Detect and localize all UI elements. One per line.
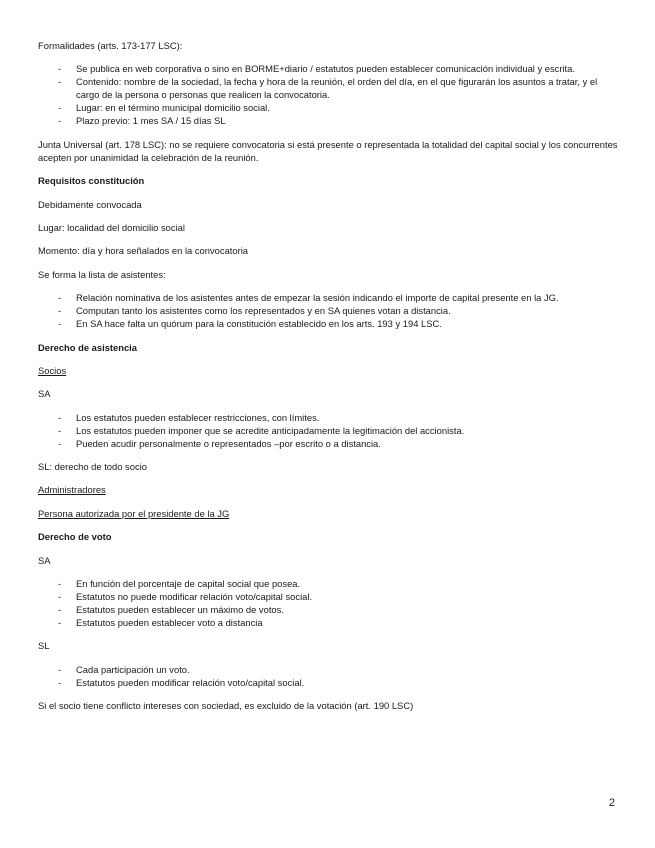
dash-bullet: - (58, 305, 62, 317)
momento-paragraph: Momento: día y hora señalados en la convocatoria (38, 245, 249, 257)
conflicto-paragraph: Si el socio tiene conflicto intereses con sociedad, es excluido de la votación (art. 190 LSC) (38, 700, 414, 712)
list-item-text: Los estatutos pueden establecer restricciones, con límites. (76, 411, 320, 423)
list-item-text: Plazo previo: 1 mes SA / 15 días SL (76, 115, 226, 127)
list-item-text: En SA hace falta un quórum para la constitución establecido en los arts. 193 y 194 LSC. (76, 318, 442, 330)
sa-label-asistencia: SA (38, 388, 51, 400)
list-item (38, 114, 620, 127)
list-item-text: Estatutos no puede modificar relación voto/capital social. (76, 591, 313, 603)
lugar-paragraph: Lugar: localidad del domicilio social (38, 221, 185, 233)
dash-bullet: - (58, 76, 62, 88)
asistencia-sa-list (38, 411, 620, 450)
list-item-text: Computan tanto los asistentes como los representados y en SA quienes votan a distancia. (76, 305, 451, 317)
list-item (38, 577, 620, 590)
list-item (38, 304, 620, 317)
sl-label-voto: SL (38, 640, 50, 652)
page-content (38, 39, 620, 723)
list-item-text: Estatutos pueden modificar relación voto/capital social. (76, 676, 305, 688)
page-number: 2 (608, 797, 615, 809)
dash-bullet: - (58, 437, 62, 449)
dash-bullet: - (58, 676, 62, 688)
list-item (38, 616, 620, 629)
sa-label-voto: SA (38, 554, 51, 566)
dash-bullet: - (58, 102, 62, 114)
voto-sa-list (38, 577, 620, 629)
dash-bullet: - (58, 318, 62, 330)
asistencia-heading: Derecho de asistencia (38, 341, 138, 353)
list-item (38, 663, 620, 676)
list-item (38, 62, 620, 75)
list-item-text: Lugar: en el término municipal domicilio social. (76, 102, 270, 114)
voto-sl-list (38, 663, 620, 689)
list-item (38, 411, 620, 424)
dash-bullet: - (58, 591, 62, 603)
administradores-subheading: Administradores (38, 484, 106, 496)
list-item (38, 317, 620, 330)
list-item-text: Estatutos pueden establecer voto a distancia (76, 617, 263, 629)
list-item-text: Contenido: nombre de la sociedad, la fecha y hora de la reunión, el orden del día, en el que figurarán los asuntos a tratar, y el cargo de la persona o personas que realicen la convocatoria. (76, 76, 598, 101)
list-item-text: Estatutos pueden establecer un máximo de votos. (76, 604, 284, 616)
dash-bullet: - (58, 578, 62, 590)
dash-bullet: - (58, 63, 62, 75)
formalidades-list (38, 62, 620, 127)
dash-bullet: - (58, 617, 62, 629)
list-item (38, 590, 620, 603)
list-item-text: En función del porcentaje de capital social que posea. (76, 578, 301, 590)
list-item (38, 437, 620, 450)
dash-bullet: - (58, 663, 62, 675)
list-item-text: Los estatutos pueden imponer que se acredite anticipadamente la legitimación del accionista. (76, 424, 465, 436)
sl-asistencia-paragraph: SL: derecho de todo socio (38, 461, 147, 473)
list-item-text: Pueden acudir personalmente o representados –por escrito o a distancia. (76, 437, 381, 449)
list-item (38, 603, 620, 616)
list-item (38, 291, 620, 304)
junta-universal-paragraph: Junta Universal (art. 178 LSC): no se requiere convocatoria si está presente o representada la totalidad del capital social y los concurrentes acepten por unanimidad la celebración de la reunión. (38, 138, 618, 163)
persona-autorizada-subheading: Persona autorizada por el presidente de la JG (38, 507, 230, 519)
list-item-text: Relación nominativa de los asistentes antes de empezar la sesión indicando el importe de capital presente en la JG. (76, 292, 559, 304)
dash-bullet: - (58, 292, 62, 304)
dash-bullet: - (58, 604, 62, 616)
asistentes-list (38, 291, 620, 330)
socios-subheading: Socios (38, 364, 67, 376)
voto-heading: Derecho de voto (38, 531, 112, 543)
list-item (38, 101, 620, 114)
list-item-text: Se publica en web corporativa o sino en BORME+diario / estatutos pueden establecer comunicación individual y escrita. (76, 63, 575, 75)
list-item (38, 75, 620, 101)
list-item (38, 424, 620, 437)
dash-bullet: - (58, 115, 62, 127)
requisitos-heading: Requisitos constitución (38, 175, 145, 187)
list-item-text: Cada participación un voto. (76, 663, 190, 675)
dash-bullet: - (58, 424, 62, 436)
convocada-paragraph: Debidamente convocada (38, 198, 142, 210)
formalidades-heading: Formalidades (arts. 173-177 LSC): (38, 40, 183, 51)
list-item (38, 676, 620, 689)
dash-bullet: - (58, 411, 62, 423)
lista-asistentes-paragraph: Se forma la lista de asistentes: (38, 268, 166, 280)
